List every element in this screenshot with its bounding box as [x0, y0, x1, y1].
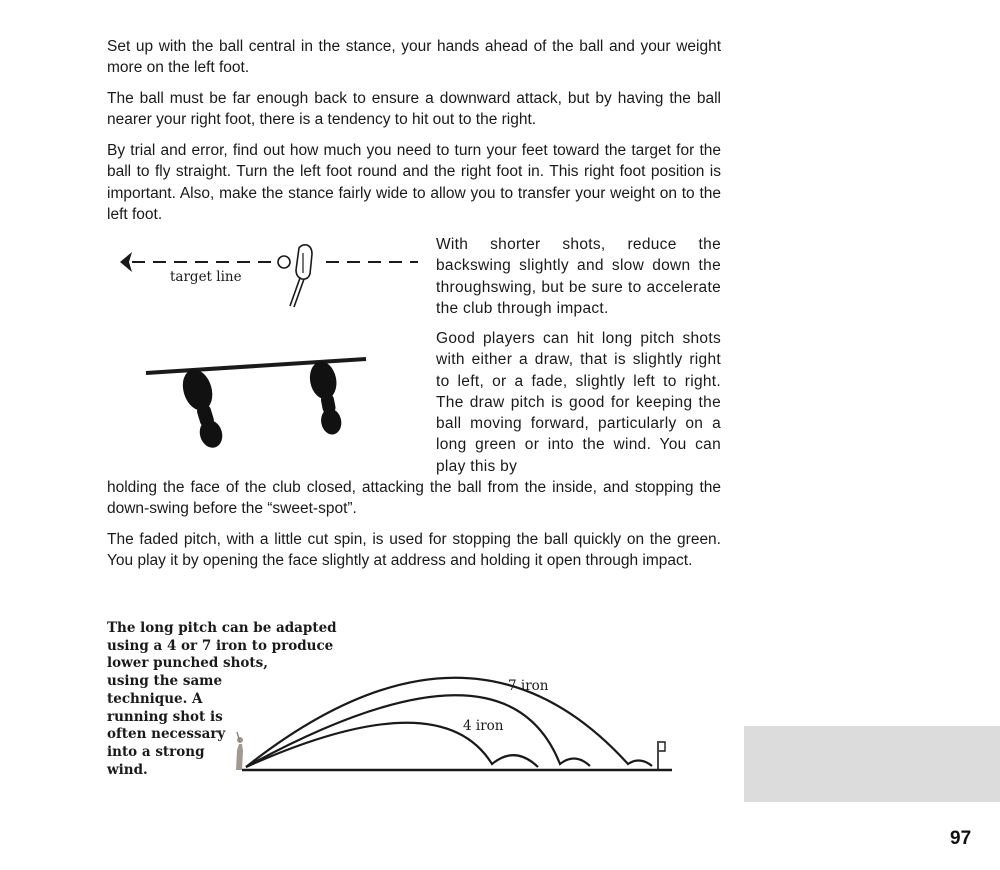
target-line-label: target line [170, 269, 242, 285]
caption-line: running shot is [107, 708, 223, 725]
golfer-icon [236, 732, 243, 770]
caption-line: using the same [107, 673, 223, 690]
gray-margin-block [744, 726, 1000, 802]
trajectory-7-iron [246, 678, 652, 767]
label-4-iron: 4 iron [463, 718, 504, 734]
paragraph-draw-continued: holding the face of the club closed, attacking the ball from the inside, and stopping the down-swing before the “sweet-spot”. [107, 479, 721, 518]
paragraph-shorter-shots: With shorter shots, reduce the backswing slightly and slow down the throughswing, but be sure to accelerate the club through impact. [436, 236, 721, 317]
paragraph-draw-fade: Good players can hit long pitch shots with either a draw, that is slightly right to left, or a fade, slightly left to right. The draw pitch is good for keeping the ball moving forward, particularly on a long green or into the wind. You can play this by [436, 330, 721, 475]
page-number: 97 [950, 828, 972, 849]
right-foot-icon [307, 359, 347, 437]
caption-line: wind. [107, 761, 148, 778]
caption-line: The long pitch can be adapted [107, 620, 337, 636]
caption-line: lower punched shots, [107, 655, 268, 672]
caption-line: into a strong [107, 743, 205, 760]
arrow-left-icon [120, 252, 132, 272]
paragraph-setup: Set up with the ball central in the stance, your hands ahead of the ball and your weight more on the left foot. [107, 38, 721, 77]
caption-line: often necessary [107, 726, 226, 743]
paragraph-ball-position: The ball must be far enough back to ensure a downward attack, but by having the ball nearer your right foot, there is a tendency to hit out to the right. [107, 90, 721, 129]
label-7-iron: 7 iron [508, 678, 549, 694]
club-head-icon [290, 245, 312, 307]
ball-icon [278, 256, 290, 268]
stance-feet-diagram [140, 348, 380, 453]
pitch-trajectory-figure [230, 630, 680, 780]
flag-icon [658, 741, 665, 770]
caption-line: using a 4 or 7 iron to produce [107, 637, 334, 654]
target-line-diagram [110, 236, 430, 316]
left-foot-icon [178, 366, 228, 452]
paragraph-faded-pitch: The faded pitch, with a little cut spin, is used for stopping the ball quickly on the green. You play it by opening the face slightly at address and holding it open through impact. [107, 531, 721, 570]
paragraph-trial-and-error: By trial and error, find out how much you need to turn your feet toward the target for the ball to fly straight. Turn the left foot round and the right foot in. This right foot position is important. Also, make the stance fairly wide to allow you to transfer your weight on to the left foot. [107, 142, 721, 223]
caption-line: technique. A [107, 690, 203, 707]
